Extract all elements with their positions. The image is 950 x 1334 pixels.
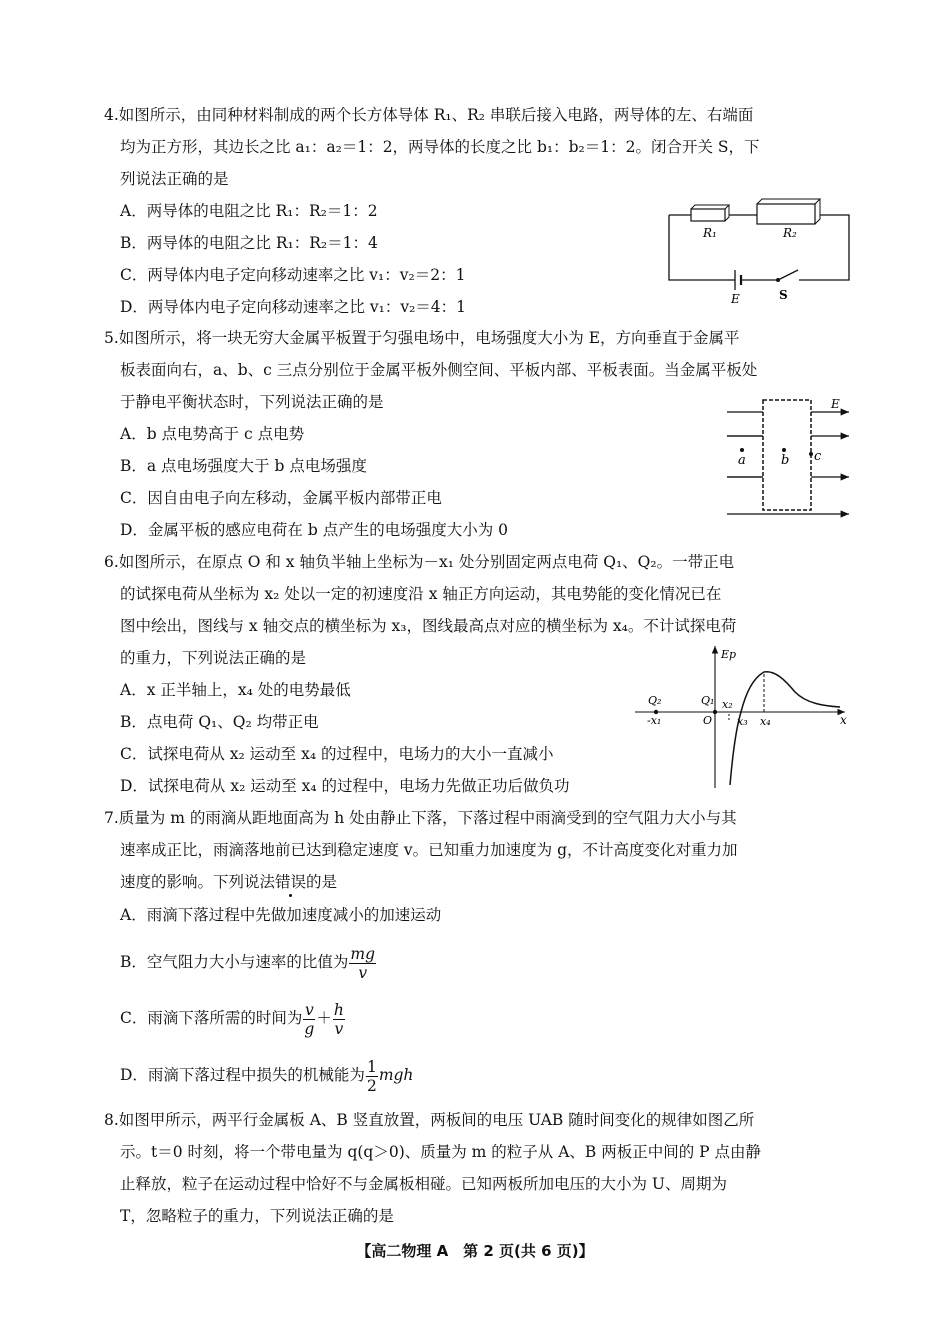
q5-line-3: 于静电平衡状态时，下列说法正确的是 — [120, 393, 384, 411]
q4-option-b[interactable]: B．两导体的电阻之比 R₁：R₂＝1：4 — [120, 234, 378, 252]
q6-line-2: 的试探电荷从坐标为 x₂ 处以一定的初速度沿 x 轴正方向运动，其电势能的变化情况已在 — [120, 585, 722, 603]
q4-label-e: E — [731, 292, 740, 305]
q7-option-d-fraction — [366, 1058, 378, 1095]
q6-line-4: 的重力，下列说法正确的是 — [120, 649, 307, 667]
q6-potential-energy-graph — [635, 640, 850, 790]
q6-label-x3: x₃ — [737, 715, 748, 728]
q7-line-2: 速率成正比，雨滴落地前已达到稳定速度 v。已知重力加速度为 g，不计高度变化对重力加 — [120, 841, 738, 859]
q6-label-negx1: -x₁ — [647, 714, 662, 727]
q4-line-2: 均为正方形，其边长之比 a₁：a₂＝1：2，两导体的长度之比 b₁：b₂＝1：2。闭合开关 S，下 — [120, 138, 760, 156]
q5-point-a: a — [738, 453, 746, 468]
q5-option-b[interactable]: B．a 点电场强度大于 b 点电场强度 — [120, 457, 367, 475]
q4-option-d[interactable]: D．两导体内电子定向移动速率之比 v₁：v₂＝4：1 — [120, 298, 467, 316]
q4-option-a[interactable]: A．两导体的电阻之比 R₁：R₂＝1：2 — [120, 202, 378, 220]
q6-label-q1: Q₁ — [701, 694, 715, 707]
q7-option-c-numerator-2: h — [333, 1000, 344, 1019]
q5-label-e: E — [831, 397, 840, 411]
q6-line-3: 图中绘出，图线与 x 轴交点的横坐标为 x₃，图线最高点对应的横坐标为 x₄。不计试探电荷 — [120, 617, 737, 635]
q6-label-ep: Ep — [721, 648, 737, 661]
q7-option-b-numerator: mg — [350, 944, 376, 963]
q7-option-c-fraction-2 — [333, 1001, 345, 1038]
q7-option-b-text: B．空气阻力大小与速率的比值为 — [120, 953, 349, 971]
q7-option-d[interactable] — [120, 1055, 413, 1095]
q4-label-r1: R₁ — [703, 226, 717, 240]
q7-option-c-text: C．雨滴下落所需的时间为 — [120, 1009, 303, 1027]
q6-label-x: x — [840, 713, 847, 727]
q7-option-a[interactable]: A．雨滴下落过程中先做加速度减小的加速运动 — [120, 906, 442, 924]
q6-option-b[interactable]: B．点电荷 Q₁、Q₂ 均带正电 — [120, 713, 319, 731]
q7-line-3-start: 速度的影响。下列说法 — [120, 873, 276, 891]
q7-line-3 — [120, 872, 337, 892]
q7-option-d-tail: mgh — [378, 1066, 414, 1084]
page-footer: 【高二物理 A 第 2 页(共 6 页)】 — [356, 1242, 594, 1260]
q6-label-q2: Q₂ — [648, 694, 662, 707]
q5-field-diagram — [725, 392, 855, 524]
q7-line-3-end: 的是 — [306, 873, 338, 891]
q8-line-3: 止释放，粒子在运动过程中恰好不与金属板相碰。已知两板所加电压的大小为 U、周期为 — [120, 1175, 727, 1193]
q6-label-x2: x₂ — [722, 698, 733, 711]
q7-option-c-fraction-1 — [303, 1001, 315, 1038]
q5-line-1: 5.如图所示，将一块无穷大金属平板置于匀强电场中，电场强度大小为 E，方向垂直于金属平 — [104, 329, 740, 347]
q8-line-1: 8.如图甲所示，两平行金属板 A、B 竖直放置，两板间的电压 UAB 随时间变化的规律如图乙所 — [104, 1111, 755, 1129]
q5-point-c: c — [814, 449, 822, 464]
q4-circuit-diagram — [665, 195, 855, 305]
q7-option-b-denominator: v — [358, 963, 368, 982]
q4-label-r2: R₂ — [783, 226, 797, 240]
q5-option-d[interactable]: D．金属平板的感应电荷在 b 点产生的电场强度大小为 0 — [120, 521, 508, 539]
q7-option-c-denominator-1: g — [304, 1019, 315, 1038]
q7-option-b-fraction — [349, 945, 376, 982]
q7-option-c-numerator-1: v — [304, 1000, 314, 1019]
q7-option-d-text: D．雨滴下落过程中损失的机械能为 — [120, 1066, 365, 1084]
q6-line-1: 6.如图所示，在原点 O 和 x 轴负半轴上坐标为－x₁ 处分别固定两点电荷 Q₁、Q₂。一带正电 — [104, 553, 735, 571]
q6-option-a[interactable]: A．x 正半轴上，x₄ 处的电势最低 — [120, 681, 351, 699]
q5-option-c[interactable]: C．因自由电子向左移动，金属平板内部带正电 — [120, 489, 442, 507]
q4-line-3: 列说法正确的是 — [120, 170, 229, 188]
q8-line-4: T，忽略粒子的重力，下列说法正确的是 — [120, 1207, 394, 1225]
q5-line-2: 板表面向右，a、b、c 三点分别位于金属平板外侧空间、平板内部、平板表面。当金属平板处 — [120, 361, 758, 379]
q7-option-c-plus: ＋ — [316, 1009, 332, 1027]
q4-option-c[interactable]: C．两导体内电子定向移动速率之比 v₁：v₂＝2：1 — [120, 266, 466, 284]
q8-line-2: 示。t＝0 时刻，将一个带电量为 q(q＞0)、质量为 m 的粒子从 A、B 两板正中间的 P 点由静 — [120, 1143, 762, 1161]
q6-option-d[interactable]: D．试探电荷从 x₂ 运动至 x₄ 的过程中，电场力先做正功后做负功 — [120, 777, 570, 795]
q7-option-d-denominator: 2 — [366, 1076, 377, 1095]
q7-emphasis-wrong: 错误 — [275, 873, 307, 891]
q6-label-o: O — [703, 714, 713, 727]
q6-option-c[interactable]: C．试探电荷从 x₂ 运动至 x₄ 的过程中，电场力的大小一直减小 — [120, 745, 554, 763]
q5-option-a[interactable]: A．b 点电势高于 c 点电势 — [120, 425, 305, 443]
q4-line-1: 4.如图所示，由同种材料制成的两个长方体导体 R₁、R₂ 串联后接入电路，两导体的左、右端面 — [104, 106, 754, 124]
q7-line-1: 7.质量为 m 的雨滴从距地面高为 h 处由静止下落，下落过程中雨滴受到的空气阻力大小与其 — [104, 809, 737, 827]
q4-label-s: S — [779, 288, 788, 302]
q7-option-b[interactable] — [120, 942, 377, 982]
q5-point-b: b — [781, 453, 790, 468]
q6-label-x4: x₄ — [760, 715, 771, 728]
q7-option-c[interactable] — [120, 998, 346, 1038]
q7-option-d-numerator: 1 — [366, 1057, 377, 1076]
q7-option-c-denominator-2: v — [334, 1019, 344, 1038]
